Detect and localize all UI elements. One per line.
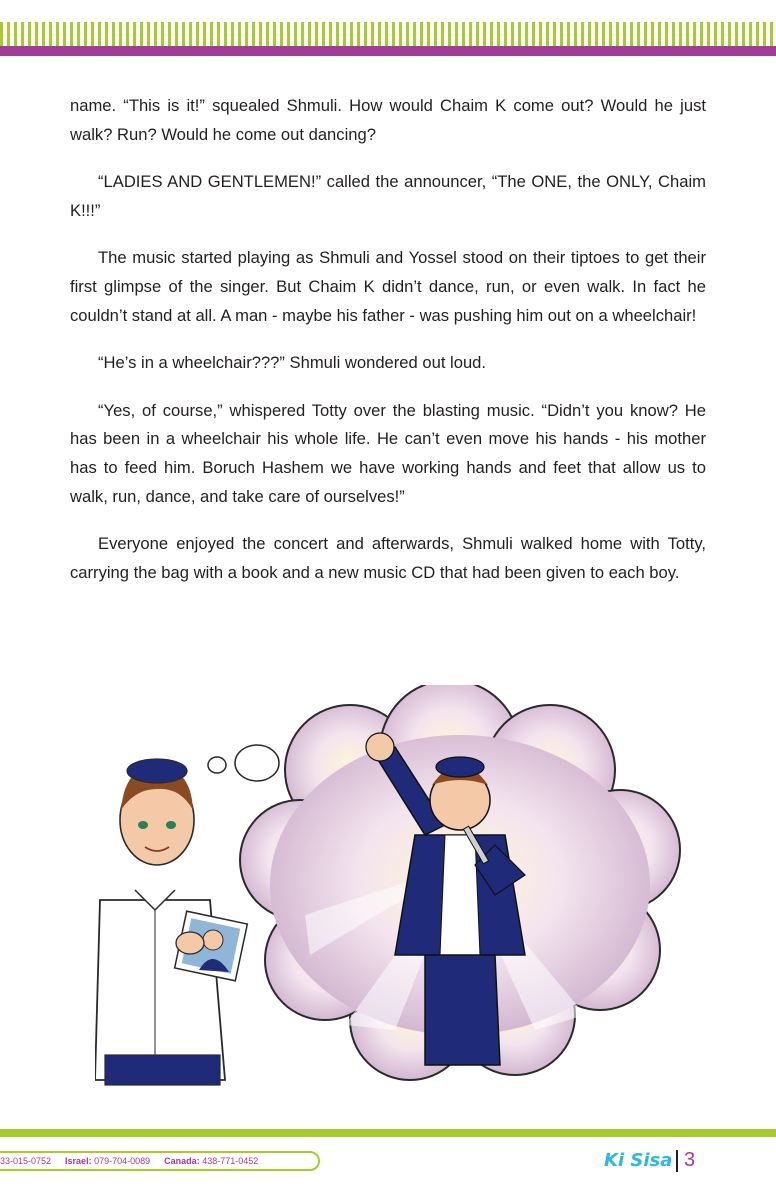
footer-bar bbox=[0, 1129, 776, 1137]
paragraph: name. “This is it!” squealed Shmuli. How would Chaim K come out? Would he just walk? Run? Would he come out dancing? bbox=[70, 96, 706, 144]
paragraph: “He’s in a wheelchair???” Shmuli wondered out loud. bbox=[98, 353, 487, 373]
boy-figure bbox=[95, 759, 247, 1085]
footer-contacts bbox=[0, 1151, 320, 1171]
page-number: 3 bbox=[684, 1149, 696, 1171]
paragraph: Everyone enjoyed the concert and afterwards, Shmuli walked home with Totty, carrying the bag with a book and a new music CD that had been given to each boy. bbox=[70, 534, 706, 582]
paragraph: The music started playing as Shmuli and Yossel stood on their tiptoes to get their first glimpse of the singer. But Chaim K didn’t dance, run, or even walk. In fact he couldn’t stand at all. A man - maybe his father - was pushing him out on a wheelchair! bbox=[70, 248, 706, 325]
israel-number: 079-704-0089 bbox=[94, 1156, 151, 1166]
footer-separator bbox=[676, 1150, 678, 1172]
paragraph: “Yes, of course,” whispered Totty over the blasting music. “Didn’t you know? He has been in a wheelchair his whole life. He can’t even move his hands - his mother has to feed him. Boruch Hashem we have working hands and feet that allow us to walk, run, dance, and take care of ourselves!” bbox=[70, 400, 706, 506]
canada-label: Canada: bbox=[164, 1156, 200, 1166]
header-bar bbox=[0, 46, 776, 56]
israel-label: Israel: bbox=[65, 1156, 92, 1166]
paragraph: “LADIES AND GENTLEMEN!” called the announcer, “The ONE, the ONLY, Chaim K!!!” bbox=[70, 172, 706, 220]
story-text bbox=[70, 92, 706, 606]
header-stripe bbox=[0, 22, 776, 46]
canada-number: 438-771-0452 bbox=[202, 1156, 259, 1166]
contact-number: 33-015-0752 bbox=[0, 1156, 52, 1166]
parsha-name: Ki Sisa bbox=[604, 1150, 673, 1171]
illustration bbox=[95, 685, 695, 1095]
thought-bubbles bbox=[208, 745, 279, 781]
